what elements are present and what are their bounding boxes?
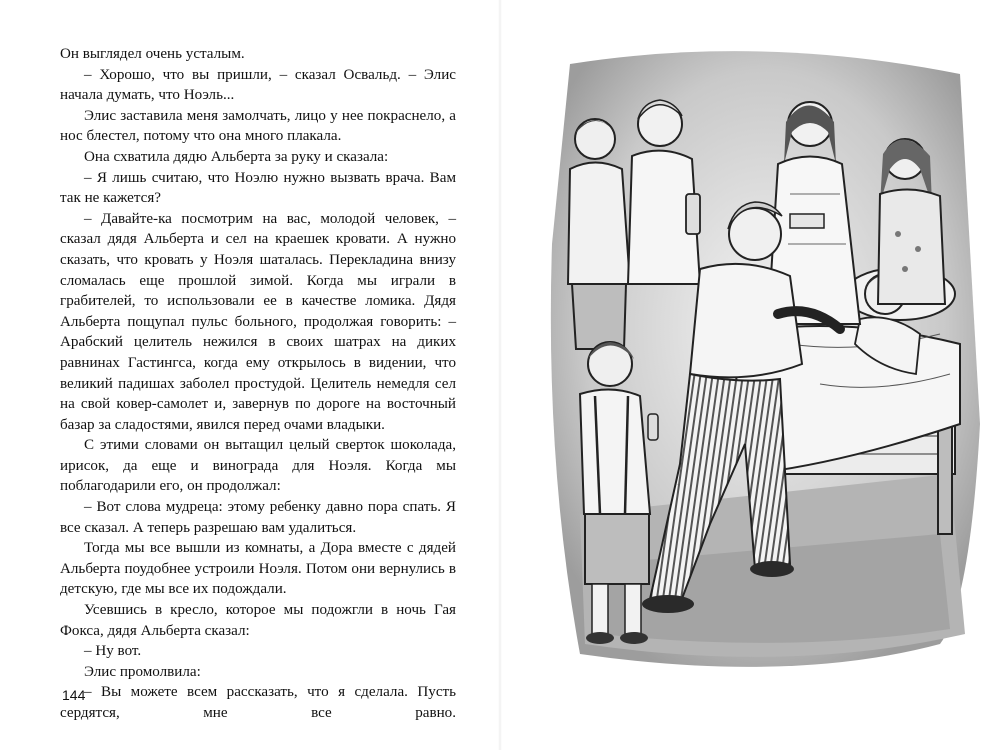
right-page [540,44,980,694]
paragraph: – Я лишь считаю, что Ноэлю нужно вызвать врача. Вам так не кажется? [60,169,456,207]
paragraph: – Ну вот. [84,643,142,660]
paragraph: – Хорошо, что вы пришли, – сказал Освальд. – Элис начала думать, что Ноэль... [60,66,456,104]
paragraph: – Вот слова мудреца: этому ребенку давно пора спать. Я все сказал. А теперь разрешаю вам удалиться. [60,499,456,536]
paragraph: Она схватила дядю Альберта за руку и сказала: [84,148,389,165]
book-gutter [498,0,502,750]
page-number: 144 [62,687,86,703]
text-column [60,44,456,724]
paragraph: – Вы можете всем рассказать, что я сделала. Пусть сердятся, мне все равно. [60,684,456,721]
paragraph: Элис заставила меня замолчать, лицо у нее покраснело, а нос блестел, потому что она много плакала. [60,107,456,145]
illustration [540,44,980,694]
left-page [60,44,456,724]
paragraph: – Давайте-ка посмотрим на вас, молодой человек, – сказал дядя Альберта и сел на краешек кровати. А нужно сказать, что кровать у Ноэля шаталась. Перекладина внизу сломалась еще прошлой зимой. Когда мы играли в грабителей, то использовали ее в качестве ломика. Дядя Альберта пощупал пульс больного, продолжая говорить: – Арабский целитель нежился в своих шатрах на диких равнинах Гастингса, когда ему открылось в видении, что великий падишах заболел простудой. Целитель немедля сел на свой ковер-самолет и, завернув по дороге на восточный базар за сладостями, явился перед очами владыки. [60,210,456,433]
paragraph: Он выглядел очень усталым. [60,46,245,62]
paragraph: С этими словами он вытащил целый сверток шоколада, ирисок, да еще и винограда для Ноэля. Когда мы поблагодарили его, он продолжал: [60,437,456,495]
paragraph: Тогда мы все вышли из комнаты, а Дора вместе с дядей Альберта поудобнее устроили Ноэля. Потом они вернулись в детскую, где мы все их подождали. [60,540,456,598]
paragraph: Усевшись в кресло, которое мы подожгли в ночь Гая Фокса, дядя Альберта сказал: [60,602,456,639]
paragraph: Элис промолвила: [84,663,201,680]
